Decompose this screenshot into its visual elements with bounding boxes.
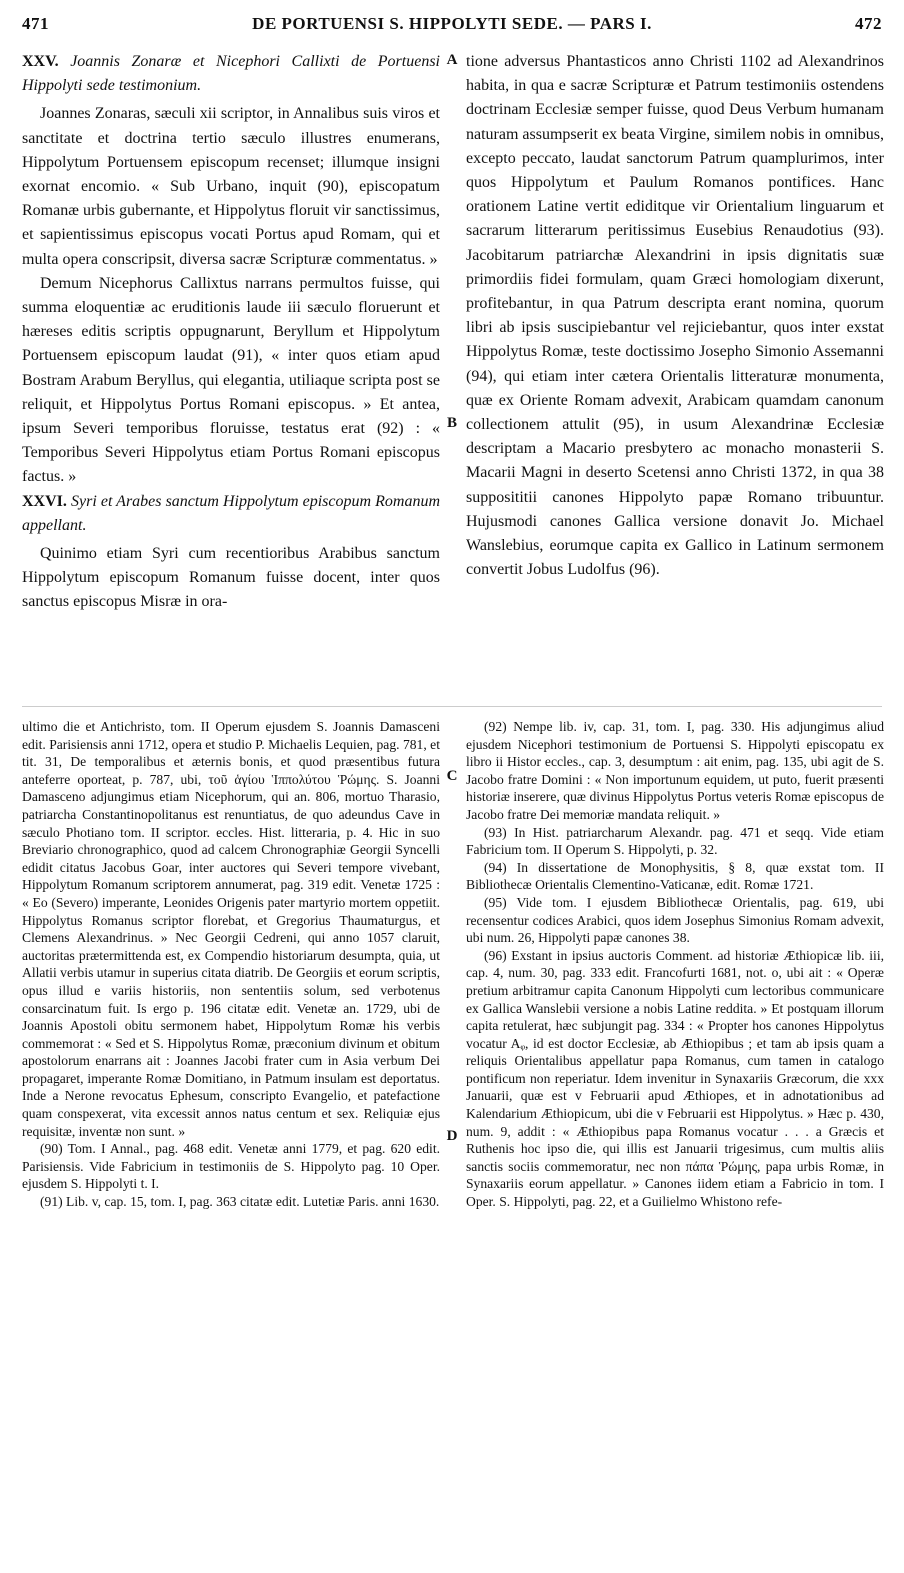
section-25-heading	[22, 50, 440, 98]
column-marker-d: D	[446, 1128, 458, 1144]
footnote-continuation: ultimo die et Antichristo, tom. II Operum ejusdem S. Joannis Damasceni edit. Parisiensis anni 1712, opera et studio P. Michaelis Lequien, pag. 781, et tit. 31, De temporalibus et æternis bonis, et quod præsentibus futura anteferre oporteat, p. 787, ubi, τοῦ ἁγίου Ἱππολύτου Ῥώμης. S. Joanni Damasceno adjungimus etiam Nicephorum, qui an. 806, mortuo Tharasio, patriarcha Constantinopolitanus est renuntiatus, de quo adeundus Cave in sæculo Photiano tom. II scriptor. eccles. Hist. litteraria, p. 4. Hic in suo Breviario chronographico, quod ad calcem Chronographiæ Georgii Syncelli edidit citatus Jacobus Goar, inter auctores qui Severi tempore vivebant, Hippolytum Romanum scriptorem annumerat, pag. 319 edit. Venetæ 1725 : « Eo (Severo) imperante, Leonides Origenis pater martyrio mortem oppetiit. Hippolytus Romanus scriptor florebat, et Gregorius Thaumaturgus, et Clemens Alexandrinus. » Nec Georgii Cedreni, qui anno 1057 claruit, auctoritas prætermittenda est, ex Compendio historiarum desumpta, quia, ut Allatii verbis utamur in superius citata diatrib. De Georgiis et eorum scriptis, opus illud e variis historiis, non sententiis solum, sed verbotenus consarcinatum fuit. Is ergo p. 196 citatæ edit. Venetæ an. 1729, ubi de Joannis Apostoli obitu sermonem habet, Hippolytum Romæ his verbis commemorat : « Sed et S. Hippolytus Romæ, præconium divinum et obitum apostolorum enarrans ait : Joannes Jacobi frater cum in Asia verbum Dei propagaret, imperante Romæ Domitiano, in Patmum insulam est deportatus. Inde a Nerone revocatus Ephesum, conscripto Evangelio, et patefactione quam conspexerat, vita excessit annos natus centum et sex. Reliquiæ ejus requisitæ, inventæ non sunt. »	[22, 719, 440, 1139]
footnote-96: (96) Exstant in ipsius auctoris Comment. ad historiæ Æthiopicæ lib. iii, cap. 4, num. 30, pag. 333 edit. Francofurti 1681, not. o, ubi ait : « Operæ pretium arbitramur capita Canonum Hippolyti cum lectoribus communicare ex Gallica Wanslebii versione a nobis Latine reddita. » Et postquam illorum capita retulerat, hæc subjungit pag. 334 : « Propter hos canones Hippolytus vocatur Aᵩ, id est doctor Ecclesiæ, ab Æthiopibus ; et tam ab ipsis quam a reliquis Orientalibus appellatur papa Romanus, cum tamen in catalogo pontificum non reperiatur. Idem invenitur in Synaxariis Græcorum, die xxx Januarii, quæ est v Februarii apud Æthiopes, et in adnotationibus ad Kalendarium Æthiopicum, ubi die v Februarii est Hippolytus. » Hæc p. 430, num. 9, addit : « Æthiopibus papa Romanus vocatur . . . a Græcis et Ruthenis hoc ipso die, qui illis est Januarii trigesimus, cum multis aliis sanctis sociis commemoratur, nec non πάπα Ῥώμης, papa urbis Romæ, in Synaxariis eorum appellatur. » Canones iidem etiam a Fabricio in tom. I Oper. S. Hippolyti, pag. 22, et a Guilielmo Whistono refe-	[466, 947, 884, 1210]
section-26-heading	[22, 490, 440, 538]
right-footnotes-column	[466, 718, 884, 1211]
page-number-left: 471	[22, 14, 49, 33]
section-number: XXVI.	[22, 492, 67, 510]
footnote-divider	[22, 706, 882, 707]
page-number-right: 472	[855, 14, 882, 33]
section-title: Joannis Zonaræ et Nicephori Callixti de Portuensi Hippolyti sede testimonium.	[22, 53, 441, 95]
paragraph: Quinimo etiam Syri cum recentioribus Arabibus sanctum Hippolytum episcopum Romanum fuisse docent, inter quos sanctus episcopus Misræ in ora-	[22, 545, 440, 611]
running-header	[22, 10, 882, 40]
footnote-93: (93) In Hist. patriarcharum Alexandr. pag. 471 et seqq. Vide etiam Fabricium tom. II Operum S. Hippolyti, p. 32.	[466, 824, 884, 858]
section-number: XXV.	[22, 53, 59, 70]
left-footnotes-column	[22, 718, 440, 1211]
section-title: Syri et Arabes sanctum Hippolytum episcopum Romanum appellant.	[22, 492, 441, 534]
footnote-92: (92) Nempe lib. iv, cap. 31, tom. I, pag. 330. His adjungimus aliud ejusdem Nicephori testimonium de Portuensi S. Hippolyti episcopatu ex libro ii Histor eccles., cap. 3, desumptum : ait enim, pag. 135, ubi agit de S. Jacobo fratre Domini : « Non importunum equidem, ut puto, fuerit præsenti historiæ inserere, quæ divinus Hippolytus Portus veteris Romæ episcopus de Jacobo fratre Dei memoriæ mandata reliquit. »	[466, 719, 884, 822]
paragraph: tione adversus Phantasticos anno Christi 1102 ad Alexandrinos habita, in qua e sacræ Scripturæ et Patrum testimoniis ostendens doctrinam Ecclesiæ semper fuisse, quod Deus Verbum humanam naturam assumpserit ex beata Virgine, similem nobis in omnibus, excepto peccato, laudat sanctorum Patrum quamplurimos, inter quos Hippolytum et Paulum Romanos pontifices. Hanc orationem Latine vertit ediditque vir Orientalium linguarum et sacrarum litterarum peritissimus Eusebius Renaudotius (93). Jacobitarum patriarchæ Alexandrini in ipsis dignitatis suæ primordiis fidei formulam, quam Græci homologiam dixerunt, profitebantur, in qua Patrum descripta erant nomina, quorum libri ab ipsis suscipiebantur vel rejiciebantur, quos inter exstat Hippolytus Romæ, teste doctissimo Josepho Simonio Assemanni (94), qui etiam inter cætera Orientalis litteraturæ monumenta, quæ ex Oriente Romam advexit, Arabicam quamdam canonum collectionem attulit (95), in usum Alexandrinæ Ecclesiæ descriptam a Macario presbytero ac monacho monasterii S. Macarii Magni in deserto Scetensi anno Christi 1372, in qua 38 supposititii canones Hippolyto papæ Romano tribuuntur. Hujusmodi canones Gallica versione donavit Jo. Michael Wanslebius, eorumque capita ex Gallico in Latinum sermonem convertit Jobus Ludolfus (96).	[466, 53, 884, 579]
paragraph: Joannes Zonaras, sæculi xii scriptor, in Annalibus suis viros et sanctitate et doctrina tertio sæculo illustres enumerans, Hippolytum Portuensem episcopum recenset; illumque insigni exornat encomio. « Sub Urbano, inquit (90), episcopatum Romanæ urbis gubernante, et Hippolytus floruit vir sanctissimus, et sapientissimus episcopus vocati Portus apud Romam, qui et multa opera conscripsit, diversa sacræ Scripturæ commentatus. »	[22, 105, 440, 268]
column-marker-c: C	[446, 768, 458, 784]
footnote-91: (91) Lib. v, cap. 15, tom. I, pag. 363 citatæ edit. Lutetiæ Paris. anni 1630.	[40, 1194, 440, 1210]
footnote-94: (94) In dissertatione de Monophysitis, § 8, quæ exstat tom. II Bibliothecæ Orientalis Clementino-Vaticanæ, edit. Romæ 1721.	[466, 859, 884, 893]
running-title: DE PORTUENSI S. HIPPOLYTI SEDE. — PARS I.	[252, 14, 652, 33]
column-marker-a: A	[446, 52, 458, 68]
footnote-95: (95) Vide tom. I ejusdem Bibliothecæ Orientalis, pag. 619, ubi recensentur codices Arabici, quos idem Josephus Simonius Romam advexit, ubi num. 26, Hippolyti papæ canones 38.	[466, 894, 884, 946]
paragraph: Demum Nicephorus Callixtus narrans permultos fuisse, qui summa eloquentiæ ac eruditionis laude iii sæculo floruerunt et hæreses editis scriptis oppugnarunt, Beryllum et Hippolytum Portuensem episcopum laudat (91), « inter quos etiam apud Bostram Arabum Beryllus, qui elegantia, utiliaque scripta post se reliquit, et Hippolytus Portus Romani episcopus. » Et antea, ipsum Severi temporibus floruisse, testatus erat (92) : « Temporibus Severi Hippolytus etiam Portus Romani episcopus factus. »	[22, 274, 440, 486]
column-marker-b: B	[446, 415, 457, 431]
footnote-90: (90) Tom. I Annal., pag. 468 edit. Venetæ anni 1779, et pag. 620 edit. Parisiensis. Vide Fabricium in testimoniis de S. Hippolyto pag. 10 Oper. ejusdem S. Hippolyti t. I.	[22, 1141, 440, 1192]
left-main-column	[22, 50, 440, 615]
right-main-column	[466, 50, 884, 582]
